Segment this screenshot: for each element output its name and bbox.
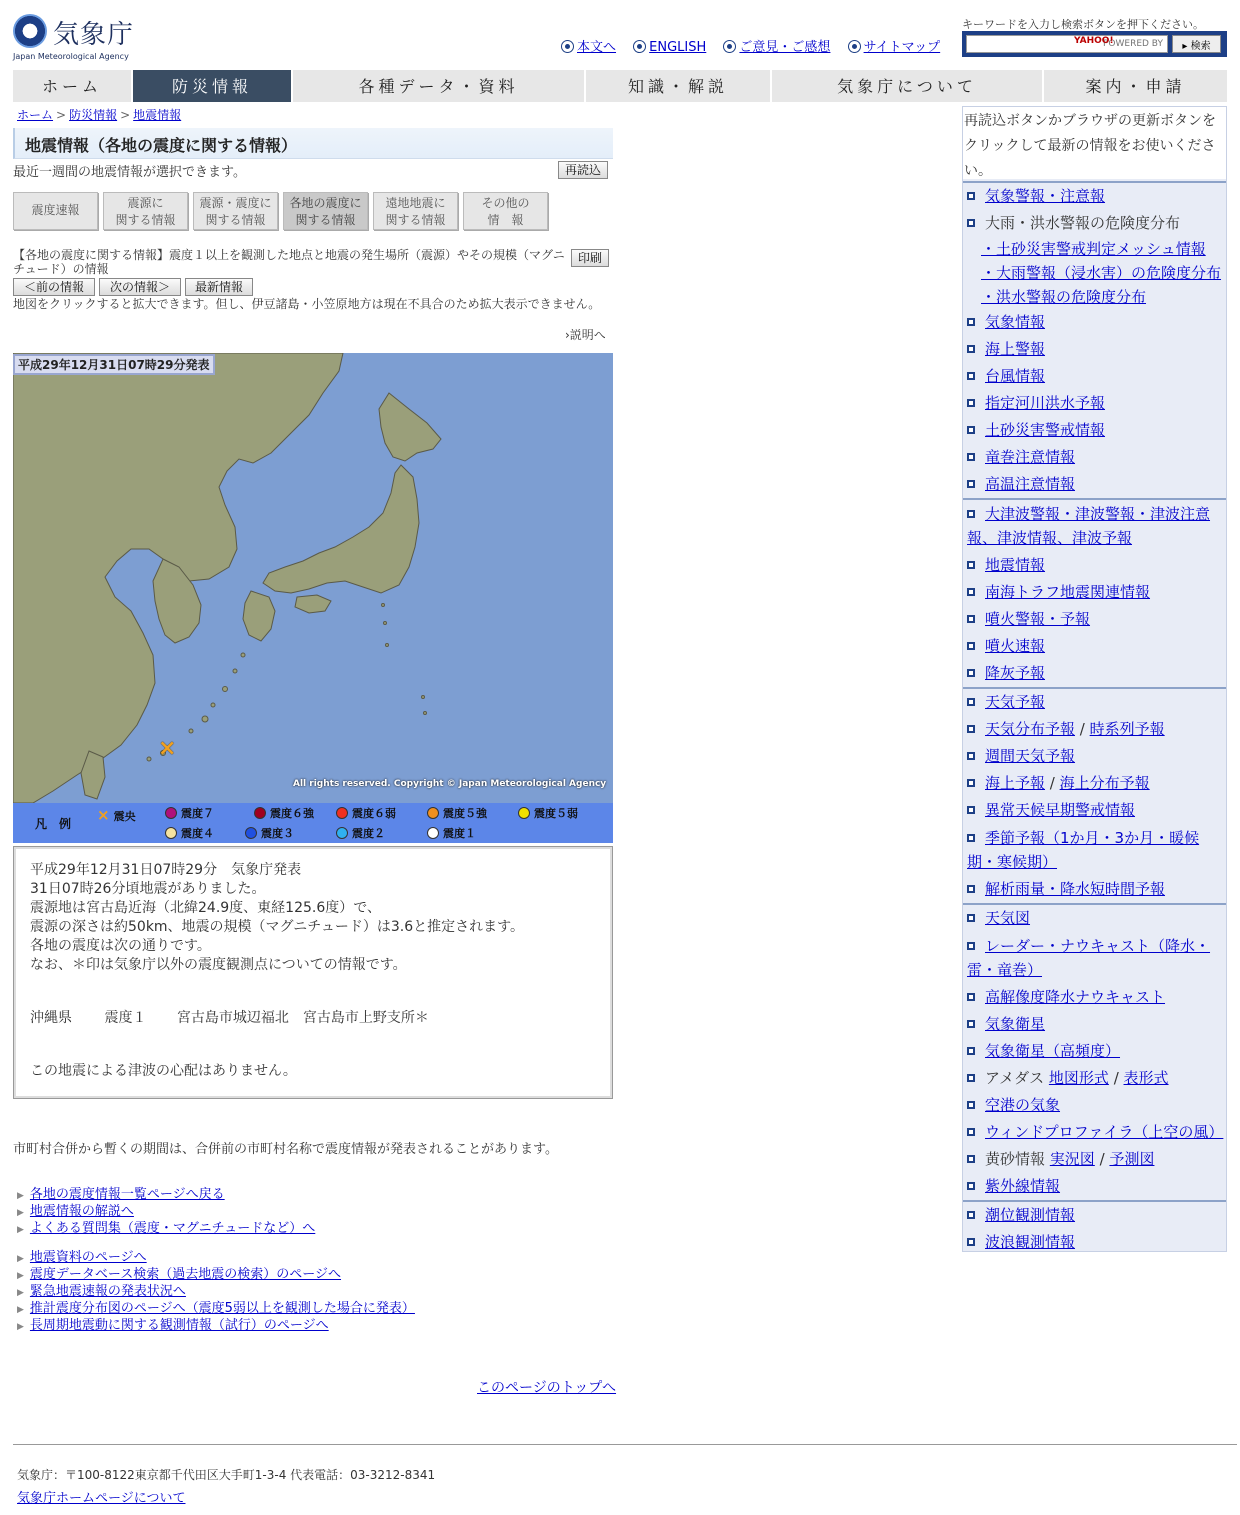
- issue-time-stamp: 平成29年12月31日07時29分発表: [13, 354, 215, 375]
- legend-intensity-5minus: [518, 805, 578, 821]
- link-item[interactable]: 長周期地震動に関する観測情報（試行）のページへ: [29, 1318, 329, 1333]
- sidebar-link[interactable]: 気象衛星: [985, 1015, 1046, 1033]
- list-item: [17, 1267, 415, 1284]
- square-bullet-icon: [967, 372, 975, 380]
- sidebar-link[interactable]: 海上予報: [985, 774, 1046, 792]
- tab-hypocenter[interactable]: [103, 192, 188, 230]
- legend-text: 震度７: [181, 807, 214, 820]
- sidebar-link[interactable]: 噴火速報: [985, 637, 1046, 655]
- chevron-right-icon: >: [56, 108, 67, 122]
- square-bullet-icon: [967, 993, 975, 1001]
- breadcrumb: [17, 106, 181, 123]
- square-bullet-icon: [967, 1211, 975, 1219]
- tab-intensity-flash[interactable]: [13, 192, 98, 230]
- sidebar-label: 黄砂情報: [985, 1150, 1046, 1168]
- link-item[interactable]: 地震資料のページへ: [29, 1250, 147, 1265]
- legend-text: 震度６弱: [352, 807, 396, 820]
- sidebar-item: [963, 770, 1226, 797]
- footer-address: 気象庁：〒100-8122東京都千代田区大手町1-3-4 代表電話：03-3212-8341: [17, 1468, 436, 1482]
- logo-english: Japan Meteorological Agency: [13, 52, 129, 61]
- square-bullet-icon: [967, 1155, 975, 1163]
- report-points: 宮古島市城辺福北 宮古島市上野支所＊: [176, 1010, 429, 1026]
- sidebar-group-ocean: [963, 1200, 1226, 1256]
- tab-label: 震度速報: [31, 203, 80, 217]
- sidebar-item: [963, 1173, 1226, 1200]
- sidebar-link[interactable]: 実況図: [1049, 1150, 1095, 1168]
- sidebar-link[interactable]: 予測図: [1109, 1150, 1155, 1168]
- sidebar-item: [963, 444, 1226, 471]
- map-graphic: [13, 353, 613, 803]
- report-epicenter: 震源地は宮古島近海（北緯24.9度、東経125.6度）で、: [30, 900, 381, 916]
- jma-logo-icon: [13, 14, 47, 48]
- search-button[interactable]: ▸ 検索: [1172, 35, 1221, 53]
- sidebar-item: [963, 905, 1226, 932]
- sidebar-group-warnings: [963, 181, 1226, 498]
- map-note: 地図をクリックすると拡大できます。但し、伊豆諸島・小笠原地方は現在不具合のため拡大表示できません。: [13, 297, 601, 311]
- square-bullet-icon: [967, 219, 975, 227]
- legend-text: 震度５強: [443, 807, 487, 820]
- nav-data[interactable]: 各種データ・資料: [293, 70, 586, 102]
- square-bullet-icon: [967, 806, 975, 814]
- breadcrumb-home[interactable]: ホーム: [17, 108, 54, 122]
- sidebar-group-observation: [963, 903, 1226, 1200]
- square-bullet-icon: [967, 480, 975, 488]
- tab-label: 関する情報: [295, 213, 356, 227]
- sidebar-item: [963, 1202, 1226, 1229]
- sidebar-link[interactable]: 気象衛星（高頻度）: [985, 1042, 1121, 1060]
- sidebar-link[interactable]: 気象警報・注意報: [985, 187, 1106, 205]
- sidebar-item: [963, 471, 1226, 498]
- bullet-icon: [634, 41, 645, 52]
- sidebar-item: [963, 417, 1226, 444]
- footer-about-link[interactable]: 気象庁ホームページについて: [17, 1491, 186, 1506]
- sidebar-link[interactable]: 指定河川洪水予報: [985, 394, 1106, 412]
- nav-disaster-info[interactable]: 防災情報: [133, 70, 293, 102]
- legend-intensity-6minus: [336, 805, 396, 821]
- sidebar-link[interactable]: 大津波警報・津波警報・津波注意報、津波情報、津波予報: [967, 505, 1211, 547]
- square-bullet-icon: [967, 1020, 975, 1028]
- list-item: [17, 1318, 415, 1335]
- intensity-dot-icon: [245, 827, 257, 839]
- list-item: [17, 1221, 315, 1238]
- legend-intensity-6plus: [254, 805, 314, 821]
- list-item: [17, 1250, 415, 1267]
- page-subtitle: 最近一週間の地震情報が選択できます。: [13, 165, 246, 180]
- breadcrumb-disaster[interactable]: 防災情報: [69, 108, 118, 122]
- header-links: [562, 36, 954, 55]
- link-main-content[interactable]: 本文へ: [577, 40, 617, 55]
- legend-text: 震央: [113, 810, 136, 823]
- square-bullet-icon: [967, 453, 975, 461]
- square-bullet-icon: [967, 1074, 975, 1082]
- sidebar-item: [963, 552, 1226, 579]
- jma-logo[interactable]: [13, 12, 138, 62]
- sidebar-item: [963, 1146, 1226, 1173]
- square-bullet-icon: [967, 345, 975, 353]
- intensity-dot-icon: [427, 807, 439, 819]
- sidebar-link[interactable]: ・洪水警報の危険度分布: [981, 288, 1147, 306]
- sidebar-item: [963, 984, 1226, 1011]
- sidebar-link[interactable]: 気象情報: [985, 313, 1046, 331]
- nav-guide[interactable]: 案内・申請: [1044, 70, 1227, 102]
- related-links-a: [17, 1187, 315, 1238]
- link-item[interactable]: 緊急地震速報の発表状況へ: [29, 1284, 186, 1299]
- sidebar-link[interactable]: 波浪観測情報: [985, 1233, 1076, 1251]
- sidebar-link[interactable]: 紫外線情報: [985, 1177, 1061, 1195]
- sidebar-link[interactable]: 天気予報: [985, 693, 1046, 711]
- bullet-icon: [849, 41, 860, 52]
- chevron-right-icon: >: [120, 108, 131, 122]
- sidebar-item: [963, 824, 1226, 876]
- explain-link[interactable]: ›説明へ: [565, 328, 606, 342]
- square-bullet-icon: [967, 561, 975, 569]
- search-hint: キーワードを入力し検索ボタンを押下ください。: [962, 18, 1204, 31]
- sidebar-item: [963, 1011, 1226, 1038]
- sidebar-link[interactable]: 竜巻注意情報: [985, 448, 1076, 466]
- square-bullet-icon: [967, 914, 975, 922]
- sidebar-link[interactable]: 南海トラフ地震関連情報: [985, 583, 1151, 601]
- list-item: [17, 1204, 315, 1221]
- arrow-right-icon: ▶: [17, 1225, 24, 1235]
- tab-label: 各地の震度に: [289, 196, 362, 210]
- next-info-button[interactable]: 次の情報＞: [99, 278, 181, 296]
- breadcrumb-earthquake[interactable]: 地震情報: [133, 108, 182, 122]
- sidebar-link[interactable]: ・土砂災害警戒判定メッシュ情報: [981, 240, 1206, 258]
- page-top-link[interactable]: このページのトップへ: [477, 1380, 617, 1396]
- square-bullet-icon: [967, 1238, 975, 1246]
- report-occurrence: 31日07時26分頃地震がありました。: [30, 881, 266, 897]
- link-item[interactable]: 各地の震度情報一覧ページへ戻る: [29, 1187, 225, 1202]
- latest-info-button[interactable]: 最新情報: [185, 278, 253, 296]
- sidebar-note: 再読込ボタンかブラウザの更新ボタンをクリックして最新の情報をお使いください。: [963, 107, 1226, 179]
- intensity-dot-icon: [165, 807, 177, 819]
- sidebar-subitem: [963, 261, 1226, 285]
- sidebar-item: [963, 363, 1226, 390]
- sidebar-link[interactable]: 地図形式: [1048, 1069, 1109, 1087]
- square-bullet-icon: [967, 834, 975, 842]
- sidebar-link[interactable]: 異常天候早期警戒情報: [985, 801, 1136, 819]
- arrow-right-icon: ▶: [17, 1305, 24, 1315]
- tab-label: 遠地地震に: [385, 196, 446, 210]
- sidebar-link[interactable]: 台風情報: [985, 367, 1046, 385]
- square-bullet-icon: [967, 510, 975, 518]
- link-item[interactable]: 推計震度分布図のページへ（震度5弱以上を観測した場合に発表）: [29, 1301, 415, 1316]
- link-item[interactable]: よくある質問集（震度・マグニチュードなど）へ: [29, 1221, 316, 1236]
- tab-label: 関する情報: [205, 213, 266, 227]
- square-bullet-icon: [967, 669, 975, 677]
- report-note: なお、＊印は気象庁以外の震度観測点についての情報です。: [30, 957, 407, 973]
- tab-distant-earthquake[interactable]: [373, 192, 458, 230]
- sidebar-item: [963, 660, 1226, 687]
- legend-text: 震度５弱: [534, 807, 578, 820]
- square-bullet-icon: [967, 752, 975, 760]
- tab-label: 震源に: [127, 196, 164, 210]
- square-bullet-icon: [967, 885, 975, 893]
- earthquake-report: [13, 846, 613, 1099]
- sidebar-group-seismic: [963, 498, 1226, 687]
- link-feedback[interactable]: ご意見・ご感想: [739, 40, 831, 55]
- sidebar-item: [963, 689, 1226, 716]
- arrow-right-icon: ▶: [17, 1208, 24, 1218]
- tab-label: その他の: [481, 196, 530, 210]
- bullet-icon: [724, 41, 735, 52]
- link-sitemap[interactable]: サイトマップ: [863, 40, 941, 55]
- link-english[interactable]: ENGLISH: [649, 40, 707, 55]
- sidebar-link[interactable]: 海上分布予報: [1059, 774, 1150, 792]
- legend-label: 凡 例: [35, 817, 72, 831]
- square-bullet-icon: [967, 698, 975, 706]
- legend-text: 震度４: [181, 827, 214, 840]
- sidebar-item: [963, 606, 1226, 633]
- merge-note: 市町村合併から暫くの期間は、合併前の市町村名称で震度情報が発表されることがあります。: [13, 1142, 558, 1157]
- square-bullet-icon: [967, 426, 975, 434]
- tab-label: 震源・震度に: [199, 196, 272, 210]
- legend-intensity-1: [427, 825, 476, 841]
- tab-label: 情 報: [487, 213, 524, 227]
- sidebar-subitem: [963, 285, 1226, 309]
- info-description: 【各地の震度に関する情報】震度１以上を観測した地点と地震の発生場所（震源）やその規模（マグニチュード）の情報: [13, 248, 565, 276]
- sidebar-link[interactable]: 地震情報: [985, 556, 1046, 574]
- separator: /: [1113, 1069, 1119, 1087]
- separator: /: [1099, 1150, 1105, 1168]
- legend-intensity-7: [165, 805, 214, 821]
- yahoo-brand: YAHOO!: [1074, 36, 1114, 46]
- sidebar-link[interactable]: 表形式: [1123, 1069, 1169, 1087]
- tab-label: 関する情報: [385, 213, 446, 227]
- square-bullet-icon: [967, 942, 975, 950]
- sidebar-item: [963, 390, 1226, 417]
- sidebar-link[interactable]: ・大雨警報（浸水害）の危険度分布: [981, 264, 1222, 282]
- intensity-dot-icon: [427, 827, 439, 839]
- sidebar-link[interactable]: 高解像度降水ナウキャスト: [985, 988, 1166, 1006]
- epicenter-icon: ×: [97, 806, 110, 824]
- legend-intensity-5plus: [427, 805, 487, 821]
- sidebar-item: [963, 1092, 1226, 1119]
- nav-knowledge[interactable]: 知識・解説: [586, 70, 772, 102]
- epicenter-marker: ×: [158, 736, 177, 761]
- tab-hypocenter-intensity[interactable]: [193, 192, 278, 230]
- square-bullet-icon: [967, 318, 975, 326]
- square-bullet-icon: [967, 192, 975, 200]
- tab-label: 関する情報: [115, 213, 176, 227]
- report-depth-magnitude: 震源の深さは約50km、地震の規模（マグニチュード）は3.6と推定されます。: [30, 919, 525, 935]
- global-nav: [13, 70, 1227, 102]
- sidebar-link[interactable]: 潮位観測情報: [985, 1206, 1076, 1224]
- square-bullet-icon: [967, 725, 975, 733]
- map-copyright: All rights reserved. Copyright © Japan Meteorological Agency: [293, 779, 607, 789]
- sidebar-link[interactable]: 時系列予報: [1089, 720, 1165, 738]
- square-bullet-icon: [967, 1047, 975, 1055]
- report-tsunami: この地震による津波の心配はありません。: [30, 1063, 297, 1079]
- legend-text: 震度２: [352, 827, 385, 840]
- page-title: 地震情報（各地の震度に関する情報）: [13, 128, 613, 159]
- square-bullet-icon: [967, 588, 975, 596]
- arrow-right-icon: ▶: [17, 1271, 24, 1281]
- sidebar-item: [963, 1229, 1226, 1256]
- sidebar-link[interactable]: レーダー・ナウキャスト（降水・雷・竜巻）: [967, 937, 1211, 979]
- square-bullet-icon: [967, 399, 975, 407]
- intensity-dot-icon: [254, 807, 266, 819]
- nav-about[interactable]: 気象庁について: [772, 70, 1044, 102]
- sidebar-link[interactable]: 降灰予報: [985, 664, 1046, 682]
- arrow-right-icon: ▶: [17, 1288, 24, 1298]
- sidebar-item: [963, 309, 1226, 336]
- separator: /: [1079, 720, 1085, 738]
- legend-intensity-4: [165, 825, 214, 841]
- intensity-dot-icon: [518, 807, 530, 819]
- print-button[interactable]: 印刷: [571, 249, 609, 267]
- search-input[interactable]: [966, 35, 1168, 53]
- intensity-dot-icon: [165, 827, 177, 839]
- intensity-dot-icon: [336, 827, 348, 839]
- sidebar-item: [963, 633, 1226, 660]
- earthquake-map[interactable]: [13, 353, 613, 803]
- legend-text: 震度３: [261, 827, 294, 840]
- list-item: [17, 1301, 415, 1318]
- logo-name: 気象庁: [53, 20, 135, 50]
- link-item[interactable]: 地震情報の解説へ: [29, 1204, 134, 1219]
- sidebar-item: [963, 210, 1226, 237]
- square-bullet-icon: [967, 615, 975, 623]
- sidebar-link[interactable]: ウィンドプロファイラ（上空の風）: [985, 1123, 1224, 1141]
- sidebar-item: [963, 797, 1226, 824]
- arrow-right-icon: ▶: [17, 1254, 24, 1264]
- intensity-dot-icon: [336, 807, 348, 819]
- square-bullet-icon: [967, 779, 975, 787]
- report-prefecture: 沖縄県: [30, 1010, 72, 1026]
- bullet-icon: [562, 41, 573, 52]
- footer-divider: [13, 1444, 1237, 1445]
- nav-home[interactable]: ホーム: [13, 70, 133, 102]
- sidebar-group-forecast: [963, 687, 1226, 903]
- report-intensity-intro: 各地の震度は次の通りです。: [30, 938, 211, 954]
- tab-regional-intensity[interactable]: [283, 192, 368, 230]
- list-item: [17, 1187, 315, 1204]
- arrow-right-icon: ▶: [17, 1191, 24, 1201]
- sidebar-link[interactable]: 季節予報（1か月・3か月・暖候期・寒候期）: [967, 829, 1200, 871]
- search-box: [962, 31, 1227, 57]
- sidebar-item: [963, 579, 1226, 606]
- sidebar-item: [963, 716, 1226, 743]
- legend-text: 震度１: [443, 827, 476, 840]
- link-item[interactable]: 震度データベース検索（過去地震の検索）のページへ: [29, 1267, 342, 1282]
- report-intensity-row: [30, 1009, 596, 1028]
- sidebar-label: 大雨・洪水警報の危険度分布: [985, 214, 1181, 232]
- sidebar-link[interactable]: 解析雨量・降水短時間予報: [985, 880, 1166, 898]
- sidebar-item: [963, 932, 1226, 984]
- arrow-right-icon: ▶: [17, 1322, 24, 1332]
- separator: /: [1049, 774, 1055, 792]
- sidebar-item: [963, 1065, 1226, 1092]
- sidebar-subitem: [963, 237, 1226, 261]
- sidebar: [962, 106, 1227, 1252]
- map-legend: [13, 803, 613, 843]
- sidebar-link[interactable]: 高温注意情報: [985, 475, 1076, 493]
- sidebar-item: [963, 1119, 1226, 1146]
- square-bullet-icon: [967, 1101, 975, 1109]
- square-bullet-icon: [967, 1182, 975, 1190]
- sidebar-item: [963, 743, 1226, 770]
- report-issue-line: 平成29年12月31日07時29分 気象庁発表: [30, 862, 302, 878]
- legend-text: 震度６強: [270, 807, 314, 820]
- sidebar-item: [963, 1038, 1226, 1065]
- sidebar-item: [963, 183, 1226, 210]
- legend-intensity-3: [245, 825, 294, 841]
- report-intensity: 震度１: [104, 1010, 147, 1026]
- related-links-b: [17, 1250, 415, 1335]
- sidebar-link[interactable]: 天気分布予報: [985, 720, 1076, 738]
- legend-intensity-2: [336, 825, 385, 841]
- prev-info-button[interactable]: ＜前の情報: [13, 278, 95, 296]
- sidebar-label: アメダス: [985, 1069, 1045, 1087]
- square-bullet-icon: [967, 1128, 975, 1136]
- tab-other[interactable]: [463, 192, 548, 230]
- sidebar-link[interactable]: 土砂災害警戒情報: [985, 421, 1106, 439]
- list-item: [17, 1284, 415, 1301]
- square-bullet-icon: [967, 642, 975, 650]
- sidebar-link[interactable]: 天気図: [985, 909, 1031, 927]
- legend-epicenter: [97, 806, 136, 824]
- sidebar-item: [963, 336, 1226, 363]
- sidebar-link[interactable]: 週間天気予報: [985, 747, 1076, 765]
- sidebar-link[interactable]: 海上警報: [985, 340, 1046, 358]
- sidebar-item: [963, 876, 1226, 903]
- reload-button[interactable]: 再読込: [558, 161, 608, 179]
- sidebar-link[interactable]: 空港の気象: [985, 1096, 1061, 1114]
- sidebar-item: [963, 500, 1226, 552]
- sidebar-link[interactable]: 噴火警報・予報: [985, 610, 1091, 628]
